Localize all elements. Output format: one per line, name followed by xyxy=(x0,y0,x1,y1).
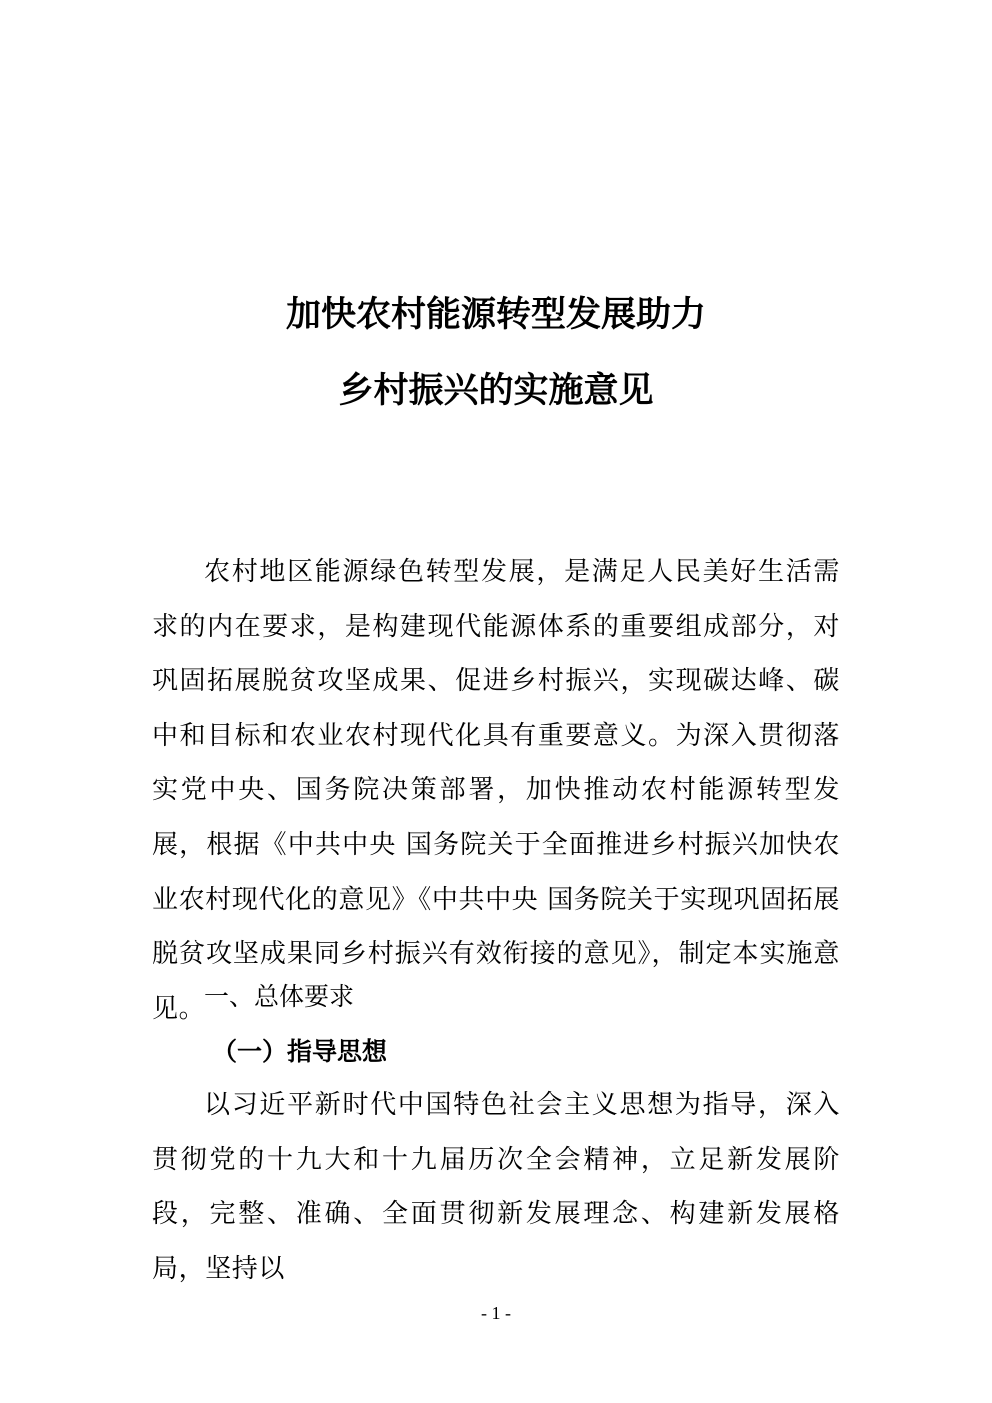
page-number: - 1 - xyxy=(481,1303,511,1323)
guiding-paragraph: 以习近平新时代中国特色社会主义思想为指导，深入贯彻党的十九大和十九届历次全会精神，立足新发展阶段，完整、准确、全面贯彻新发展理念、构建新发展格局，坚持以 xyxy=(152,1090,840,1284)
document-title-line-1: 加快农村能源转型发展助力 xyxy=(285,294,706,335)
intro-paragraph: 农村地区能源绿色转型发展，是满足人民美好生活需求的内在要求，是构建现代能源体系的重要组成部分，对巩固拓展脱贫攻坚成果、促进乡村振兴，实现碳达峰、碳中和目标和农业农村现代化具有重要意义。为深入贯彻落实党中央、国务院决策部署，加快推动农村能源转型发展，根据《中共中央 国务院关于全面推进乡村振兴加快农业农村现代化的意见》《中共中央 国务院关于实现巩固拓展脱贫攻坚成果同乡村振兴有效衔接的意见》，制定本实施意见。 xyxy=(152,557,840,1024)
document-title-line-2: 乡村振兴的实施意见 xyxy=(338,370,654,411)
subsection-heading: （一）指导思想 xyxy=(212,1037,388,1066)
section-heading: 一、总体要求 xyxy=(204,982,355,1011)
